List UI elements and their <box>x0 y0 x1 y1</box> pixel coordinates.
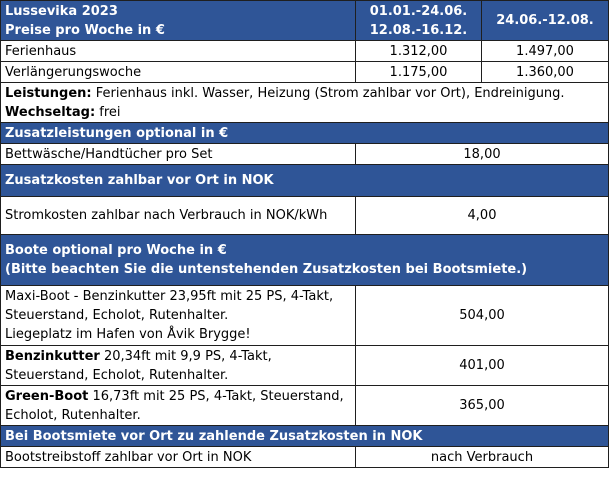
benzinkutter-description <box>1 346 356 386</box>
table-title: Lussevika 2023 <box>5 3 118 19</box>
bettwaesche-label: Bettwäsche/Handtücher pro Set <box>1 144 356 165</box>
header-season-2 <box>482 1 609 41</box>
wechseltag-line <box>5 103 604 122</box>
section-heading-row <box>1 165 609 197</box>
boote-heading-note: (Bitte beachten Sie die untenstehenden Zusatzkosten bei Bootsmiete.) <box>5 262 528 277</box>
zusatzleistungen-heading: Zusatzleistungen optional in € <box>1 123 609 144</box>
benzinkutter-line: Steuerstand, Echolot, Rutenhalter. <box>5 367 229 383</box>
price-ferienhaus-season-2: 1.497,00 <box>482 41 609 62</box>
green-boot-line: Echolot, Rutenhalter. <box>5 407 141 423</box>
row-label-verlaengerung: Verlängerungswoche <box>1 62 356 83</box>
section-heading-row <box>1 235 609 286</box>
table-row <box>1 447 609 468</box>
boote-heading-title: Boote optional pro Woche in € <box>5 243 227 258</box>
maxi-boot-price: 504,00 <box>356 286 609 346</box>
green-boot-price: 365,00 <box>356 386 609 426</box>
row-label-ferienhaus: Ferienhaus <box>1 41 356 62</box>
table-row <box>1 144 609 165</box>
section-heading-row <box>1 426 609 447</box>
zusatzkosten-heading: Zusatzkosten zahlbar vor Ort in NOK <box>1 165 609 197</box>
benzinkutter-name: Benzinkutter <box>5 348 100 364</box>
leistungen-text: Ferienhaus inkl. Wasser, Heizung (Strom zahlbar vor Ort), Endreinigung. <box>91 85 565 101</box>
green-boot-description <box>1 386 356 426</box>
season-1-range-a: 01.01.-24.06. <box>369 3 468 19</box>
bootsmiete-heading: Bei Bootsmiete vor Ort zu zahlende Zusatzkosten in NOK <box>1 426 609 447</box>
stromkosten-label: Stromkosten zahlbar nach Verbrauch in NOK/kWh <box>1 197 356 235</box>
benzinkutter-price: 401,00 <box>356 346 609 386</box>
bootstreibstoff-label: Bootstreibstoff zahlbar vor Ort in NOK <box>1 447 356 468</box>
leistungen-row <box>1 83 609 123</box>
maxi-boot-line: Steuerstand, Echolot, Rutenhalter. <box>5 308 229 323</box>
leistungen-label: Leistungen: <box>5 85 92 101</box>
stromkosten-price: 4,00 <box>356 197 609 235</box>
wechseltag-label: Wechseltag: <box>5 104 96 120</box>
header-row <box>1 1 609 41</box>
benzinkutter-line <box>5 347 351 366</box>
green-boot-line <box>5 387 351 406</box>
table-row <box>1 62 609 83</box>
benzinkutter-spec: 20,34ft mit 9,9 PS, 4-Takt, <box>99 348 272 364</box>
maxi-boot-line: Liegeplatz im Hafen von Åvik Brygge! <box>5 327 251 342</box>
price-verlaengerung-season-1: 1.175,00 <box>356 62 482 83</box>
section-heading-row <box>1 123 609 144</box>
table-subtitle: Preise pro Woche in € <box>5 22 165 38</box>
table-row <box>1 286 609 346</box>
table-row <box>1 41 609 62</box>
table-row <box>1 386 609 426</box>
leistungen-cell <box>1 83 609 123</box>
price-ferienhaus-season-1: 1.312,00 <box>356 41 482 62</box>
header-season-1 <box>356 1 482 41</box>
price-verlaengerung-season-2: 1.360,00 <box>482 62 609 83</box>
table-row <box>1 346 609 386</box>
table-row <box>1 197 609 235</box>
green-boot-name: Green-Boot <box>5 388 89 404</box>
header-title-cell <box>1 1 356 41</box>
bettwaesche-price: 18,00 <box>356 144 609 165</box>
green-boot-spec: 16,73ft mit 25 PS, 4-Takt, Steuerstand, <box>88 388 344 404</box>
season-2-range: 24.06.-12.08. <box>496 13 594 28</box>
season-1-range-b: 12.08.-16.12. <box>369 22 468 38</box>
boote-heading <box>1 235 609 286</box>
maxi-boot-line: Maxi-Boot - Benzinkutter 23,95ft mit 25 PS, 4-Takt, <box>5 289 334 304</box>
wechseltag-text: frei <box>95 104 121 120</box>
maxi-boot-description <box>1 286 356 346</box>
bootstreibstoff-value: nach Verbrauch <box>356 447 609 468</box>
leistungen-line <box>5 84 604 103</box>
